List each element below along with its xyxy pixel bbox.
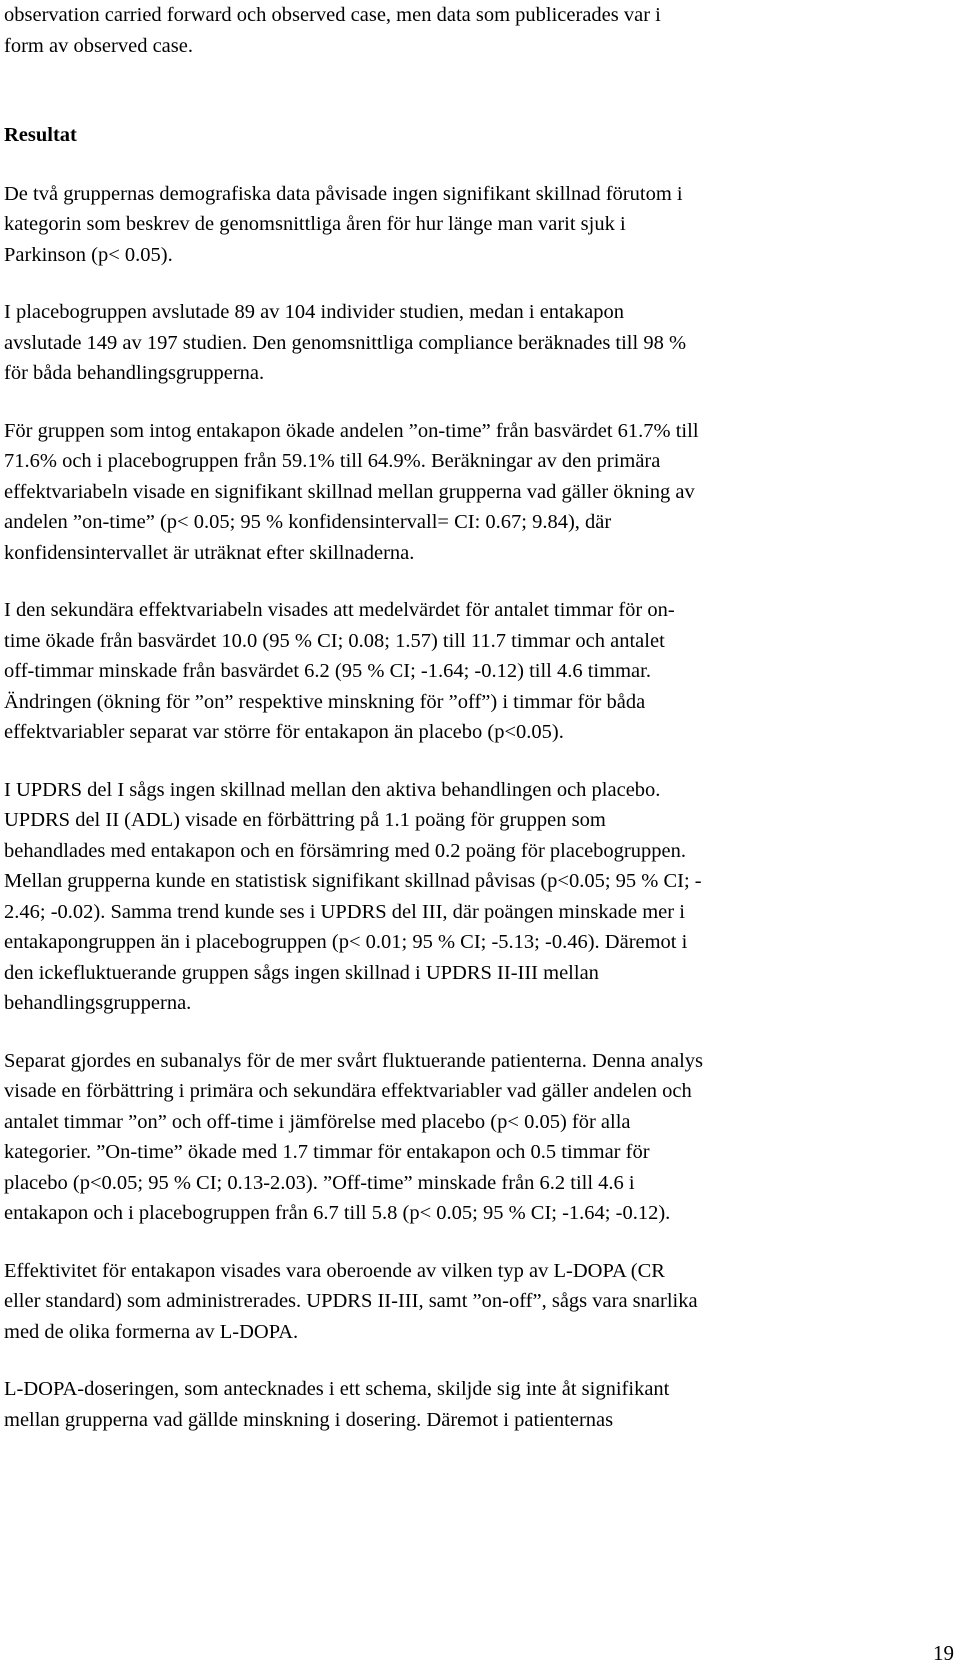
text-line: Separat gjordes en subanalys för de mer svårt fluktuerande patienterna. Denna analys [4,1049,704,1072]
text-line: Mellan grupperna kunde en statistisk signifikant skillnad påvisas (p<0.05; 95 % CI; - [4,870,702,892]
text-line: off-timmar minskade från basvärdet 6.2 (95 % CI; -1.64; -0.12) till 4.6 timmar. [4,660,651,682]
text-line: För gruppen som intog entakapon ökade andelen ”on-time” från basvärdet 61.7% till [4,419,699,442]
text-line: De två gruppernas demografiska data påvisade ingen signifikant skillnad förutom i [4,182,683,205]
text-line: mellan grupperna vad gällde minskning i dosering. Däremot i patienternas [4,1408,614,1431]
text-line: form av observed case. [4,34,193,57]
text-line: observation carried forward och observed case, men data som publicerades var i [4,4,661,26]
section-heading: Resultat [4,124,77,146]
text-line: entakapongruppen än i placebogruppen (p< 0.01; 95 % CI; -5.13; -0.46). Däremot i [4,931,688,953]
text-line: med de olika formerna av L-DOPA. [4,1320,299,1343]
document-page [4,0,924,1435]
text-line: L-DOPA-doseringen, som antecknades i ett schema, skiljde sig inte åt signifikant [4,1378,670,1400]
paragraph-updrs [4,775,924,1019]
text-line: I den sekundära effektvariabeln visades att medelvärdet för antalet timmar för on- [4,599,675,621]
paragraph-dosage [4,1374,924,1435]
text-line: Ändringen (ökning för ”on” respektive minskning för ”off”) i timmar för båda [4,690,646,713]
text-line: eller standard) som administrerades. UPDRS II-III, samt ”on-off”, sågs vara snarlika [4,1290,698,1312]
text-line: UPDRS del II (ADL) visade en förbättring på 1.1 poäng för gruppen som [4,809,606,831]
text-line: entakapon och i placebogruppen från 6.7 till 5.8 (p< 0.05; 95 % CI; -1.64; -0.12). [4,1202,671,1224]
text-line: kategorin som beskrev de genomsnittliga åren för hur länge man varit sjuk i [4,213,626,235]
text-line: effektvariabler separat var större för entakapon än placebo (p<0.05). [4,721,564,743]
text-line: 71.6% och i placebogruppen från 59.1% till 64.9%. Beräkningar av den primära [4,450,661,472]
text-line: behandlingsgrupperna. [4,992,192,1014]
text-line: behandlades med entakapon och en försämring med 0.2 poäng för placebogruppen. [4,839,686,862]
paragraph-effectiveness [4,1256,924,1348]
text-line: effektvariabeln visade en signifikant skillnad mellan grupperna vad gäller ökning av [4,480,695,503]
paragraph-secondary-effect [4,595,924,748]
text-line: för båda behandlingsgrupperna. [4,362,265,384]
text-line: time ökade från basvärdet 10.0 (95 % CI; 0.08; 1.57) till 11.7 timmar och antalet [4,629,665,652]
paragraph-on-time [4,416,924,569]
text-line: Effektivitet för entakapon visades vara oberoende av vilken typ av L-DOPA (CR [4,1259,665,1282]
paragraph-demographics [4,179,924,271]
page-number: 19 [933,1641,954,1665]
text-line: andelen ”on-time” (p< 0.05; 95 % konfidensintervall= CI: 0.67; 9.84), där [4,511,612,533]
text-line: den ickefluktuerande gruppen sågs ingen skillnad i UPDRS II-III mellan [4,961,599,984]
text-line: avslutade 149 av 197 studien. Den genomsnittliga compliance beräknades till 98 % [4,331,687,354]
text-line: antalet timmar ”on” och off-time i jämförelse med placebo (p< 0.05) för alla [4,1110,631,1133]
text-line: I UPDRS del I sågs ingen skillnad mellan den aktiva behandlingen och placebo. [4,778,661,801]
text-line: placebo (p<0.05; 95 % CI; 0.13-2.03). ”Off-time” minskade från 6.2 till 4.6 i [4,1171,635,1194]
paragraph-subanalysis [4,1046,924,1229]
text-line: I placebogruppen avslutade 89 av 104 individer studien, medan i entakapon [4,301,624,323]
text-line: konfidensintervallet är uträknat efter skillnaderna. [4,541,415,564]
text-line: visade en förbättring i primära och sekundära effektvariabler vad gäller andelen och [4,1080,692,1102]
text-line: kategorier. ”On-time” ökade med 1.7 timmar för entakapon och 0.5 timmar för [4,1141,650,1163]
paragraph-completion [4,297,924,389]
text-line: 2.46; -0.02). Samma trend kunde ses i UPDRS del III, där poängen minskade mer i [4,900,685,923]
text-line: Parkinson (p< 0.05). [4,243,173,266]
intro-paragraph [4,0,924,61]
